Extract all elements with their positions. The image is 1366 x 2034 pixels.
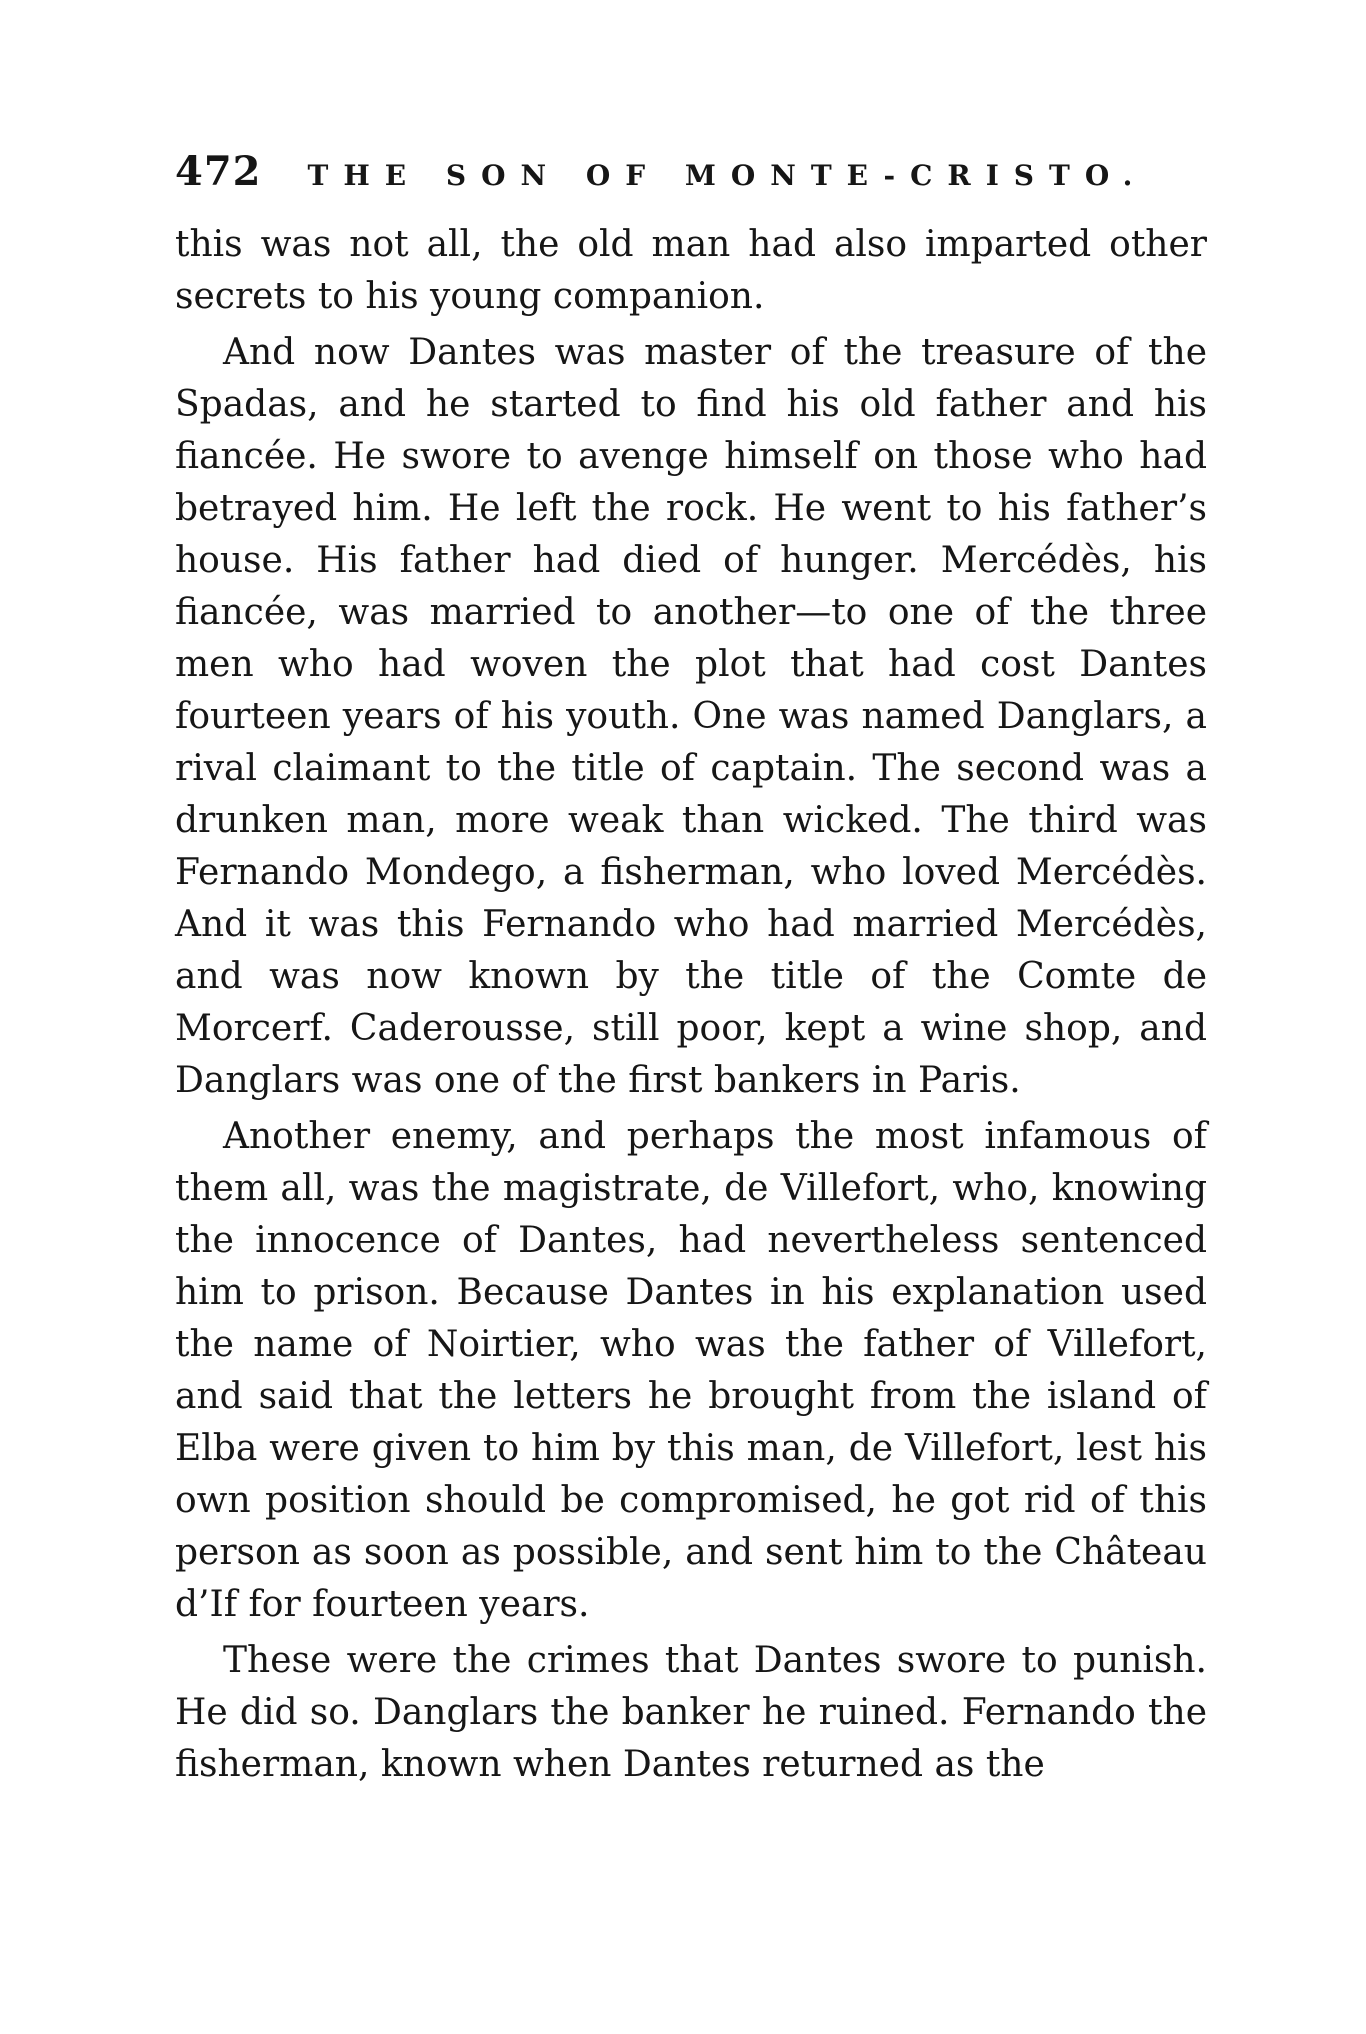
page-header (175, 148, 1207, 195)
page-number: 472 (175, 148, 262, 195)
book-page (175, 148, 1207, 1791)
paragraph-4: These were the crimes that Dantes swore to punish. He did so. Danglars the banker he ruined. Fernando the fisherman, known when Dantes returned as the (175, 1640, 1207, 1785)
paragraph-2: And now Dantes was master of the treasure of the Spadas, and he started to find his old father and his fiancée. He swore to avenge himself on those who had betrayed him. He left the rock. He went to his father’s house. His father had died of hunger. Mercédès, his fiancée, was married to another—to one of the three men who had woven the plot that had cost Dantes fourteen years of his youth. One was named Danglars, a rival claimant to the title of captain. The second was a drunken man, more weak than wicked. The third was Fernando Mondego, a fisherman, who loved Mercédès. And it was this Fernando who had married Mercédès, and was now known by the title of the Comte de Morcerf. Caderousse, still poor, kept a wine shop, and Danglars was one of the first bankers in Paris. (175, 332, 1207, 1101)
body-text (175, 219, 1207, 1791)
paragraph-3: Another enemy, and perhaps the most infamous of them all, was the magistrate, de Villefort, who, knowing the innocence of Dantes, had nevertheless sentenced him to prison. Because Dantes in his explanation used the name of Noirtier, who was the father of Villefort, and said that the letters he brought from the island of Elba were given to him by this man, de Villefort, lest his own position should be compromised, he got rid of this person as soon as possible, and sent him to the Château d’If for fourteen years. (175, 1116, 1207, 1625)
running-title: THE SON OF MONTE-CRISTO. (307, 159, 1148, 192)
paragraph-1: this was not all, the old man had also imparted other secrets to his young companion. (175, 224, 1207, 317)
